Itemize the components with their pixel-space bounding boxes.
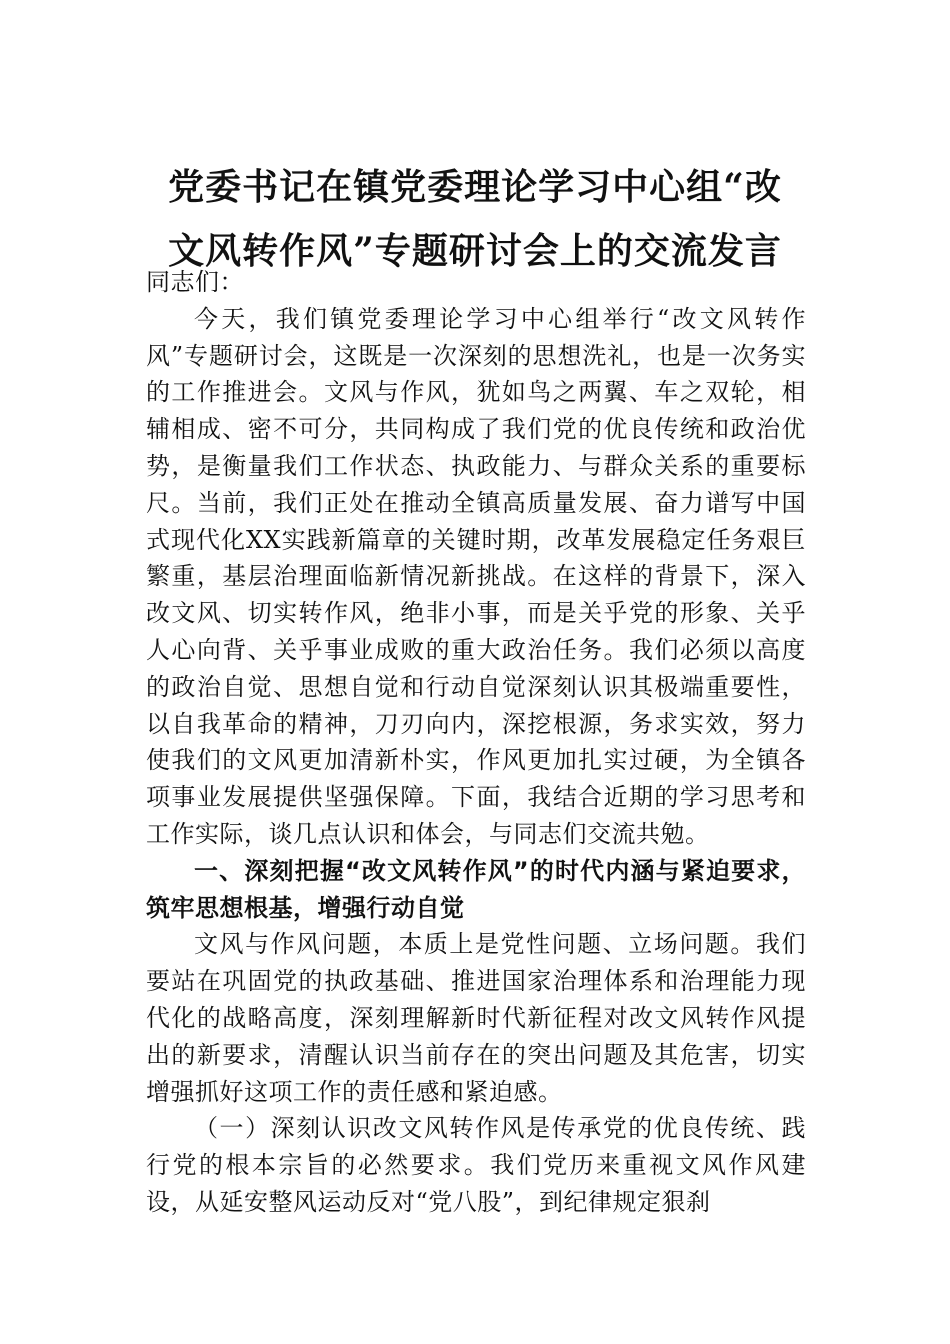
document-body [146, 264, 806, 1221]
subsection-1-paragraph: （一）深刻认识改文风转作风是传承党的优良传统、践行党的根本宗旨的必然要求。我们党历来重视文风作风建设，从延安整风运动反对“党八股”，到纪律规定狠刹 [146, 1114, 806, 1216]
salutation: 同志们： [146, 268, 244, 296]
section-1-paragraph: 文风与作风问题，本质上是党性问题、立场问题。我们要站在巩固党的执政基础、推进国家治理体系和治理能力现代化的战略高度，深刻理解新时代新征程对改文风转作风提出的新要求，清醒认识当前存在的突出问题及其危害，切实增强抓好这项工作的责任感和紧迫感。 [146, 930, 806, 1106]
intro-paragraph: 今天，我们镇党委理论学习中心组举行“改文风转作风”专题研讨会，这既是一次深刻的思想洗礼，也是一次务实的工作推进会。文风与作风，犹如鸟之两翼、车之双轮，相辅相成、密不可分，共同构成了我们党的优良传统和政治优势，是衡量我们工作状态、执政能力、与群众关系的重要标尺。当前，我们正处在推动全镇高质量发展、奋力谱写中国式现代化XX实践新篇章的关键时期，改革发展稳定任务艰巨繁重，基层治理面临新情况新挑战。在这样的背景下，深入改文风、切实转作风，绝非小事，而是关乎党的形象、关乎人心向背、关乎事业成败的重大政治任务。我们必须以高度的政治自觉、思想自觉和行动自觉深刻认识其极端重要性，以自我革命的精神，刀刃向内，深挖根源，务求实效，努力使我们的文风更加清新朴实，作风更加扎实过硬，为全镇各项事业发展提供坚强保障。下面，我结合近期的学习思考和工作实际，谈几点认识和体会，与同志们交流共勉。 [146, 304, 806, 848]
section-1-heading: 一、深刻把握“改文风转作风”的时代内涵与紧迫要求，筑牢思想根基，增强行动自觉 [146, 856, 806, 922]
document-title: 党委书记在镇党委理论学习中心组“改文风转作风”专题研讨会上的交流发言 [168, 166, 782, 272]
